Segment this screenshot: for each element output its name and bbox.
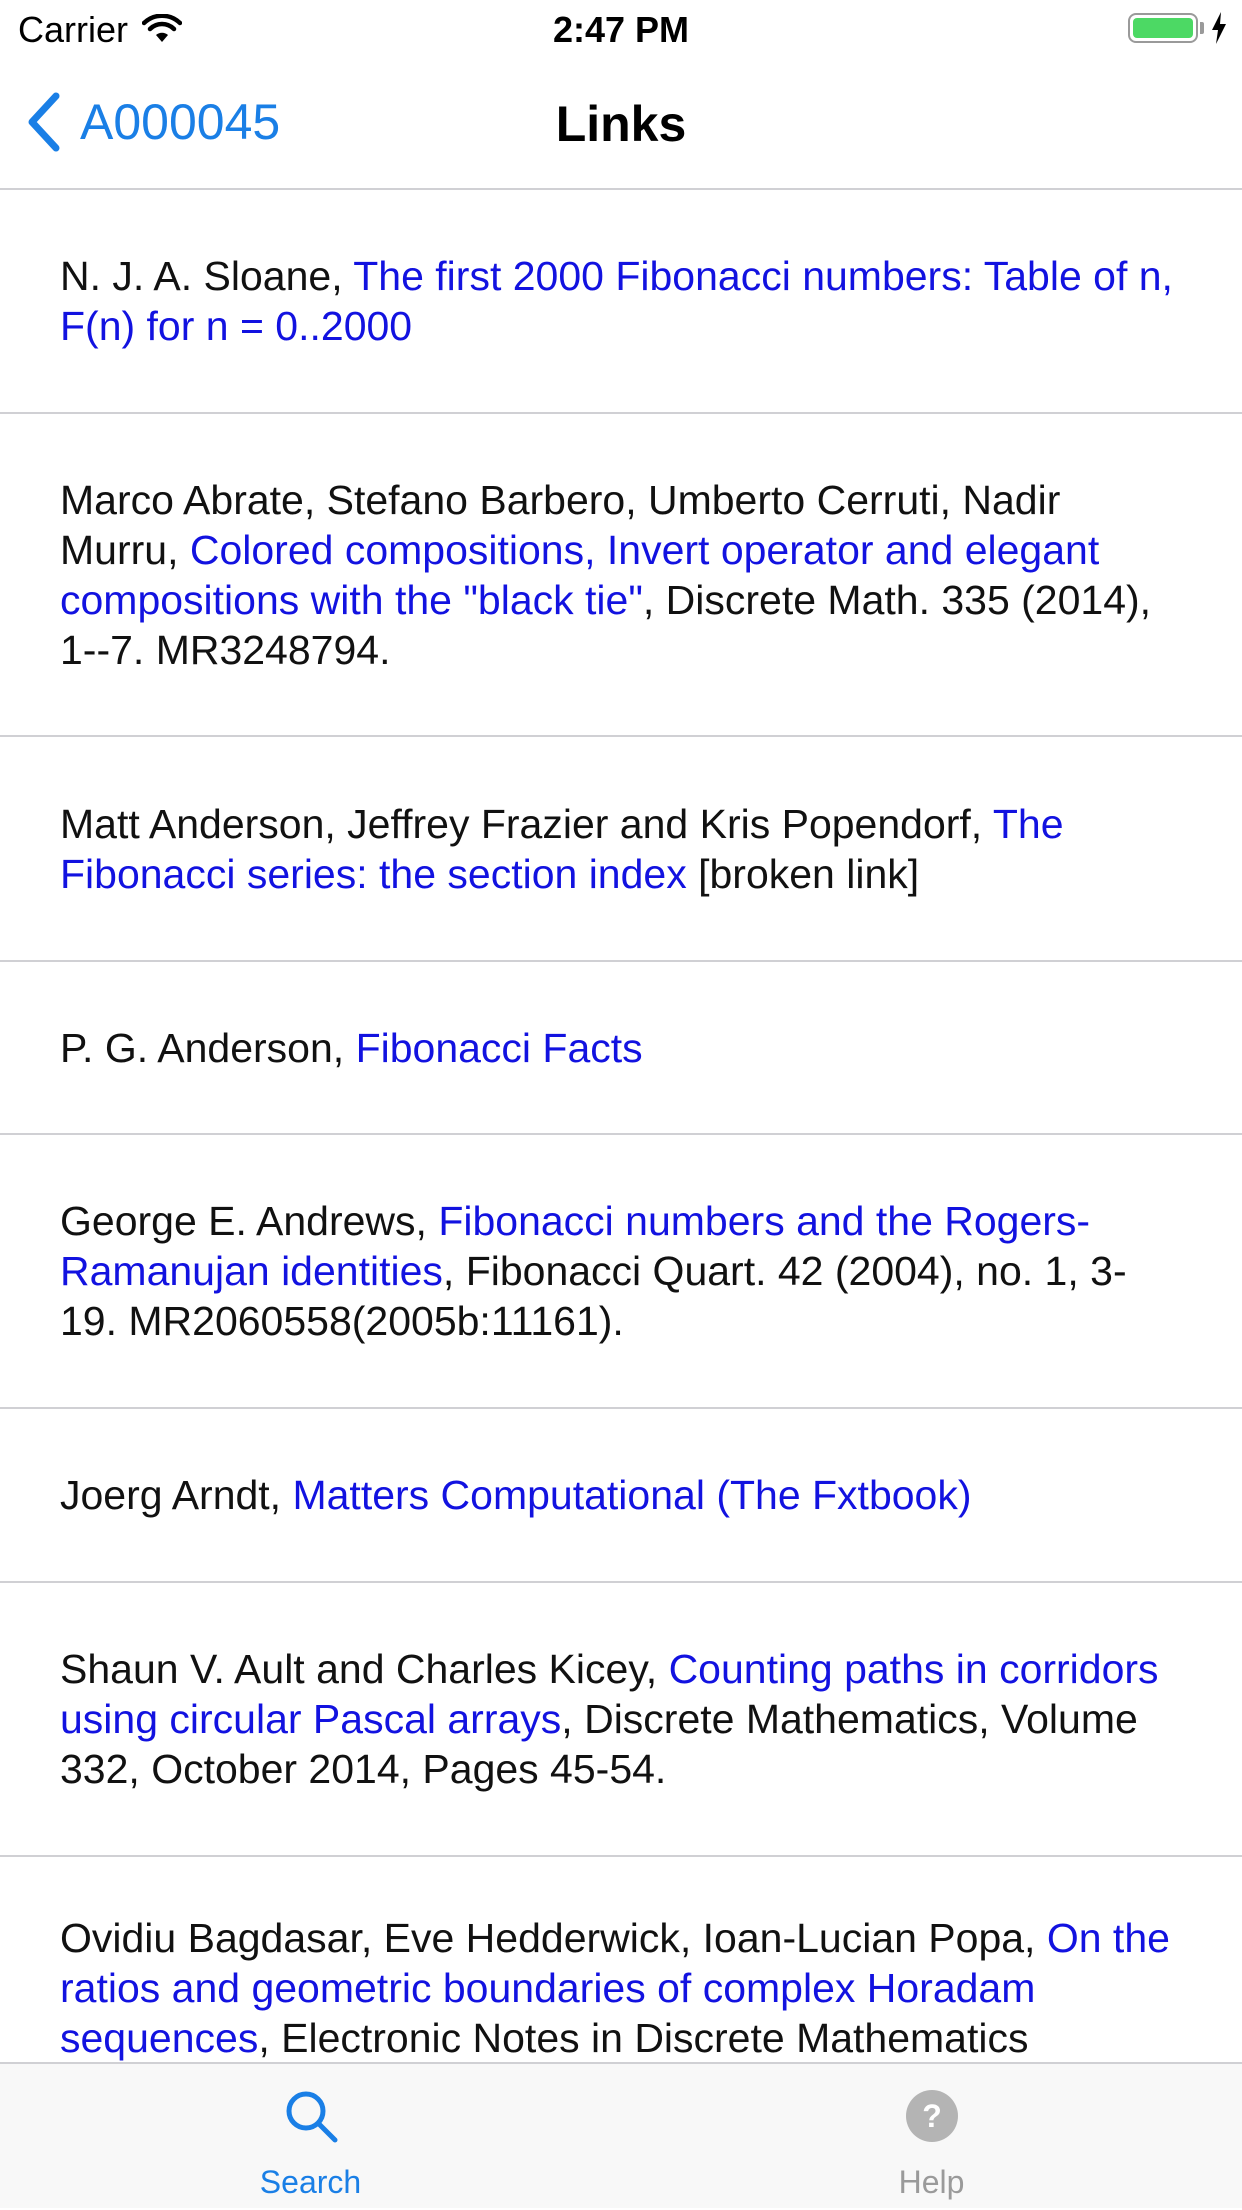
link-title[interactable]: Fibonacci numbers and the Rogers-Ramanujan identities	[60, 1198, 1091, 1294]
tab-search[interactable]	[0, 2064, 621, 2210]
list-item	[0, 962, 1242, 1135]
link-citation: , Electronic Notes in Discrete Mathematics	[258, 2015, 1029, 2061]
carrier-label: Carrier	[18, 9, 129, 50]
list-item-text	[60, 799, 1182, 899]
link-author: Ovidiu Bagdasar, Eve Hedderwick, Ioan-Lucian Popa,	[60, 1915, 1047, 1961]
help-icon	[902, 2086, 962, 2146]
status-time: 2:47 PM	[552, 9, 690, 50]
charging-bolt-icon	[1210, 12, 1228, 44]
tab-help[interactable]	[621, 2064, 1242, 2210]
list-item-text	[60, 1913, 1182, 2062]
link-title[interactable]: Counting paths in corridors using circular Pascal arrays	[60, 1646, 1159, 1742]
link-title[interactable]: Matters Computational (The Fxtbook)	[292, 1472, 972, 1518]
list-item	[0, 190, 1242, 414]
list-item	[0, 414, 1242, 737]
status-bar	[0, 0, 1242, 60]
link-citation: , Discrete Mathematics, Volume 332, October 2014, Pages 45-54.	[60, 1696, 1138, 1792]
link-title[interactable]: The first 2000 Fibonacci numbers: Table of n, F(n) for n = 0..2000	[60, 253, 1173, 349]
tab-help-label: Help	[898, 2164, 965, 2200]
list-item-text	[60, 251, 1182, 351]
link-author: George E. Andrews,	[60, 1198, 439, 1244]
link-note: [broken link]	[686, 850, 920, 897]
list-item	[0, 1583, 1242, 1857]
link-title[interactable]: Colored compositions, Invert operator and elegant compositions with the "black tie"	[60, 526, 1100, 623]
list-item	[0, 737, 1242, 962]
battery-fill	[1133, 18, 1193, 38]
page-title: Links	[555, 96, 687, 152]
tab-bar	[0, 2062, 1242, 2208]
link-author: P. G. Anderson,	[60, 1024, 356, 1071]
battery-nub	[1200, 22, 1204, 34]
link-author: Shaun V. Ault and Charles Kicey,	[60, 1646, 669, 1692]
battery-indicator	[1128, 12, 1228, 44]
search-icon	[281, 2086, 341, 2146]
link-author: Matt Anderson, Jeffrey Frazier and Kris Popendorf,	[60, 800, 993, 847]
link-author: Marco Abrate, Stefano Barbero, Umberto Cerruti, Nadir Murru,	[60, 476, 1061, 573]
list-item-text	[60, 1196, 1182, 1346]
link-author: N. J. A. Sloane,	[60, 253, 354, 299]
link-author: Joerg Arndt,	[60, 1472, 293, 1518]
list-item-text	[60, 1470, 972, 1520]
back-button-label: A000045	[80, 94, 281, 150]
link-title[interactable]: Fibonacci Facts	[355, 1024, 643, 1071]
link-citation: , Fibonacci Quart. 42 (2004), no. 1, 3-19. MR2060558(2005b:11161).	[60, 1248, 1127, 1344]
tab-search-label: Search	[259, 2164, 362, 2200]
battery-icon	[1128, 13, 1198, 43]
list-item-text	[60, 1644, 1182, 1794]
links-list	[0, 190, 1242, 2062]
list-item	[0, 1409, 1242, 1583]
list-item-text	[60, 1023, 643, 1073]
navigation-bar	[0, 60, 1242, 190]
list-item-text	[60, 475, 1182, 675]
svg-text:?: ?	[921, 2098, 942, 2134]
link-citation: , Discrete Math. 335 (2014), 1--7. MR3248794.	[60, 576, 1152, 673]
list-item	[0, 1135, 1242, 1409]
link-title[interactable]: The Fibonacci series: the section index	[60, 800, 1064, 897]
link-title[interactable]: On the ratios and geometric boundaries of complex Horadam sequences	[60, 1915, 1170, 2061]
list-item	[0, 1857, 1242, 2062]
